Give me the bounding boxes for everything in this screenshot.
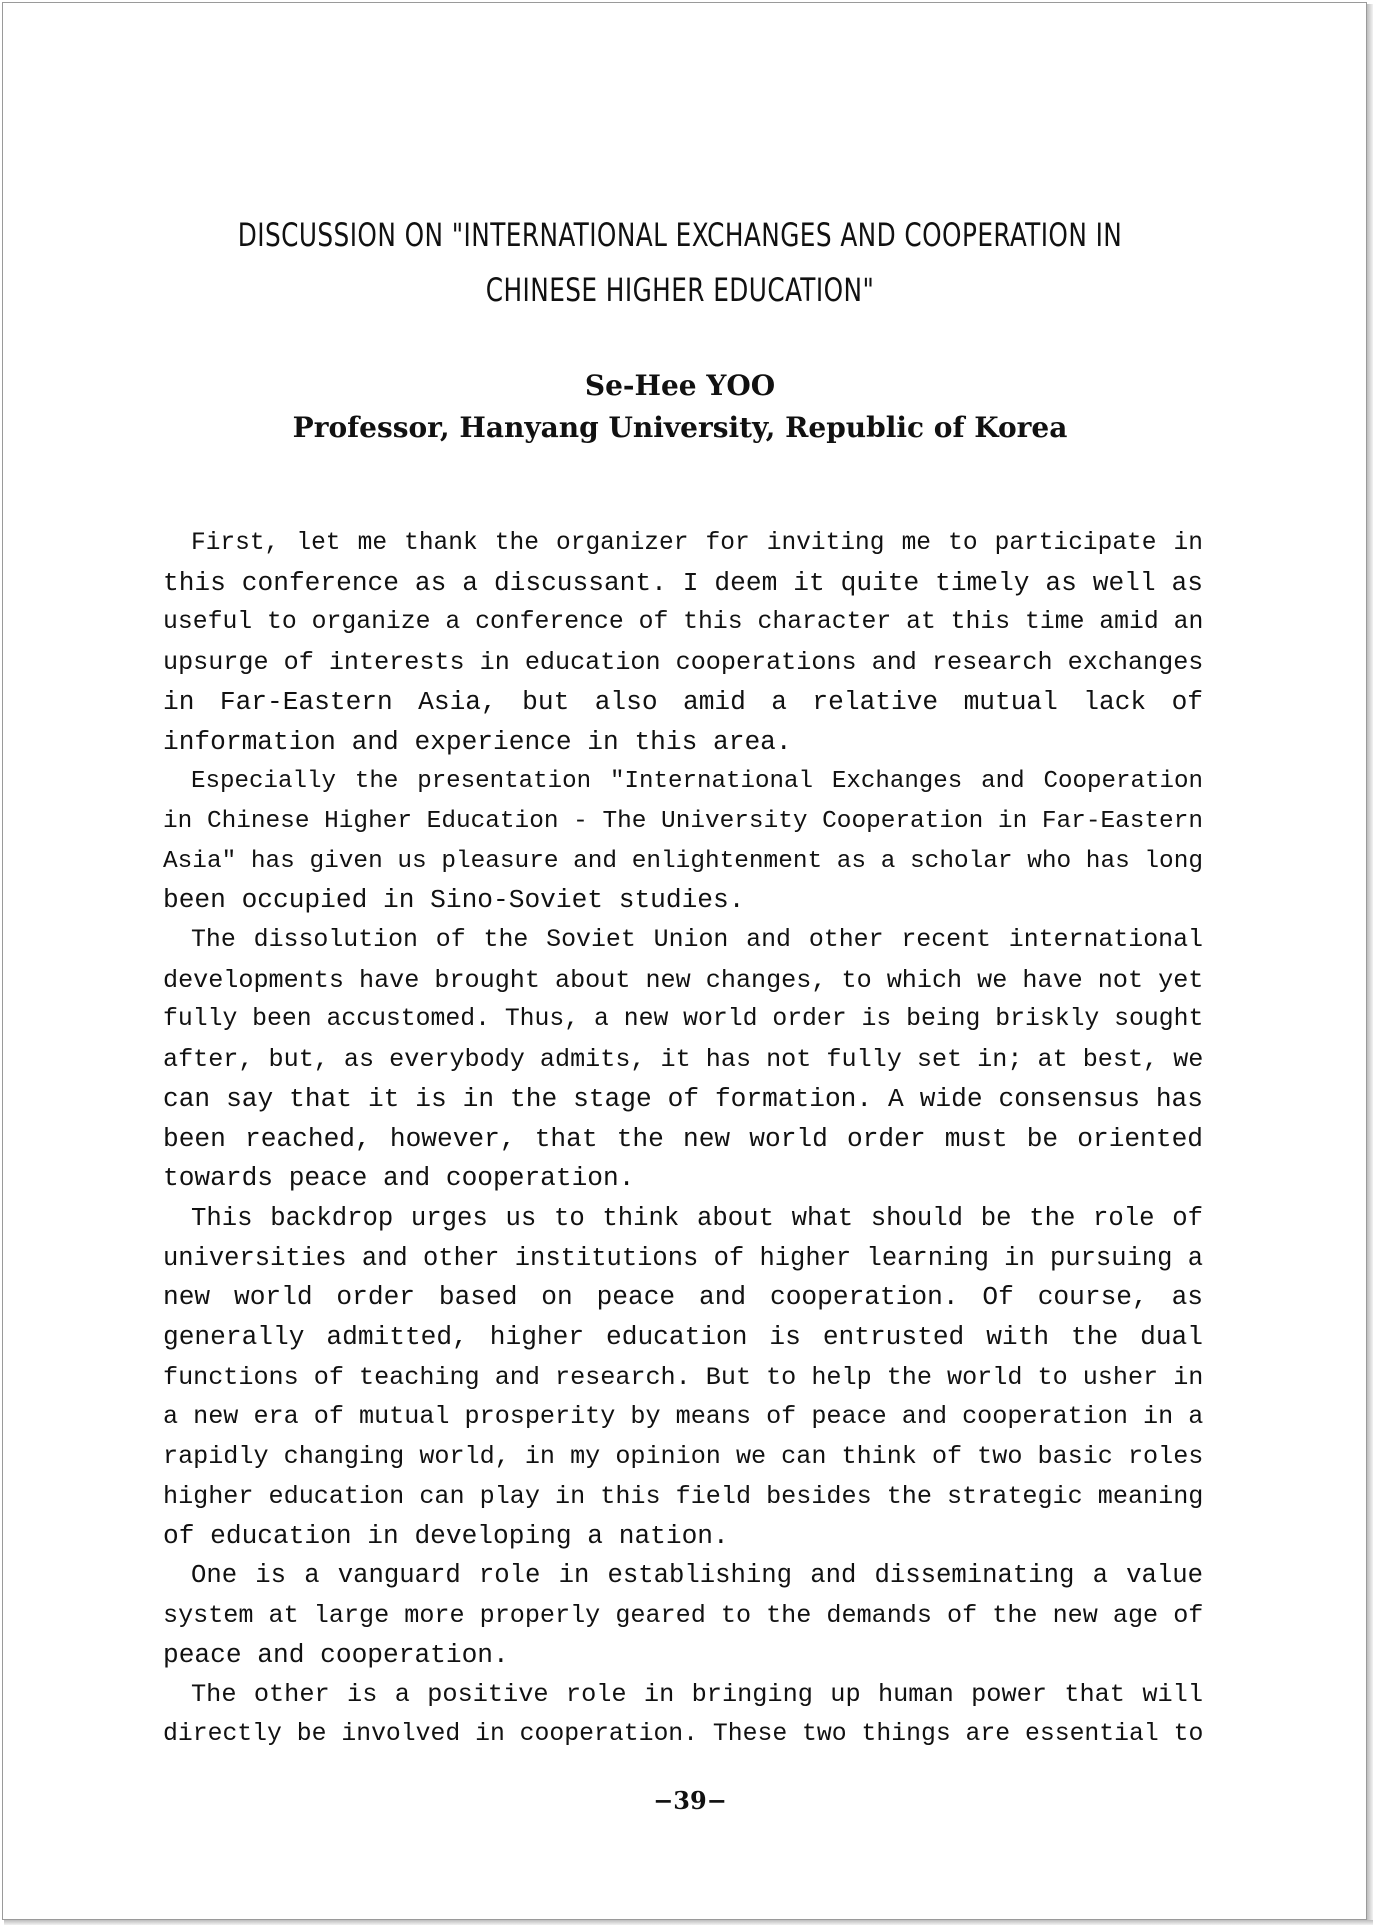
text-line: a new era of mutual prosperity by means of peace and cooperation in a (163, 1402, 1204, 1432)
text-line: rapidly changing world, in my opinion we can think of two basic roles (163, 1442, 1204, 1472)
paragraph (163, 1556, 1203, 1675)
page-shadow-bottom (4, 1920, 1373, 1925)
text-line: generally admitted, higher education is entrusted with the dual (163, 1322, 1203, 1353)
text-line: been reached, however, that the new world order must be oriented (163, 1123, 1203, 1154)
text-line: The dissolution of the Soviet Union and other recent international (191, 926, 1203, 955)
text-line: Especially the presentation "International Exchanges and Cooperation (191, 768, 1203, 796)
text-line: useful to organize a conference of this character at this time amid an (163, 608, 1204, 637)
text-line: system at large more properly geared to the demands of the new age of (163, 1600, 1204, 1630)
title-line-1: DISCUSSION ON "INTERNATIONAL EXCHANGES AND COOPERATION IN (237, 216, 1123, 254)
text-line: This backdrop urges us to think about what should be the role of (191, 1203, 1203, 1233)
text-line: information and experience in this area. (163, 726, 792, 757)
paragraph (163, 1675, 1203, 1754)
text-line: this conference as a discussant. I deem it quite timely as well as (163, 567, 1203, 598)
paragraph (163, 524, 1203, 762)
page-number: −39− (653, 1786, 727, 1815)
text-line: One is a vanguard role in establishing and disseminating a value (191, 1561, 1203, 1591)
text-line: fully been accustomed. Thus, a new world order is being briskly sought (163, 1005, 1204, 1034)
text-line: First, let me thank the organizer for inviting me to participate in (191, 530, 1203, 557)
document-title (216, 208, 1145, 318)
paragraph (163, 1199, 1203, 1556)
text-line: towards peace and cooperation. (163, 1163, 635, 1194)
text-line: in Far-Eastern Asia, but also amid a relative mutual lack of (163, 686, 1203, 717)
text-line: can say that it is in the stage of formation. A wide consensus has (163, 1083, 1203, 1114)
text-line: higher education can play in this field besides the strategic meaning (163, 1481, 1204, 1511)
text-line: Asia" has given us pleasure and enlightenment as a scholar who has long (163, 847, 1203, 875)
text-line: developments have brought about new changes, to which we have not yet (163, 965, 1204, 995)
text-line: been occupied in Sino-Soviet studies. (163, 885, 745, 916)
text-line: in Chinese Higher Education - The University Cooperation in Far-Eastern (163, 807, 1203, 835)
author-affiliation: Professor, Hanyang University, Republic of Korea (292, 411, 1068, 444)
body-text (163, 524, 1203, 1755)
text-line: upsurge of interests in education cooperations and research exchanges (163, 648, 1204, 678)
text-line: after, but, as everybody admits, it has not fully set in; at best, we (163, 1045, 1204, 1075)
paragraph (163, 762, 1203, 921)
text-line: directly be involved in cooperation. These two things are essential to (163, 1720, 1204, 1749)
text-line: peace and cooperation. (163, 1639, 509, 1670)
title-line-2: CHINESE HIGHER EDUCATION" (485, 271, 875, 309)
paragraph (163, 921, 1203, 1199)
text-line: of education in developing a nation. (163, 1520, 729, 1551)
text-line: The other is a positive role in bringing up human power that will (191, 1680, 1203, 1710)
text-line: new world order based on peace and cooperation. Of course, as (163, 1282, 1203, 1313)
text-line: functions of teaching and research. But to help the world to usher in (163, 1362, 1204, 1392)
page-shadow-right (1367, 4, 1373, 1924)
text-line: universities and other institutions of higher learning in pursuing a (163, 1243, 1203, 1273)
author-name: Se-Hee YOO (584, 369, 776, 402)
